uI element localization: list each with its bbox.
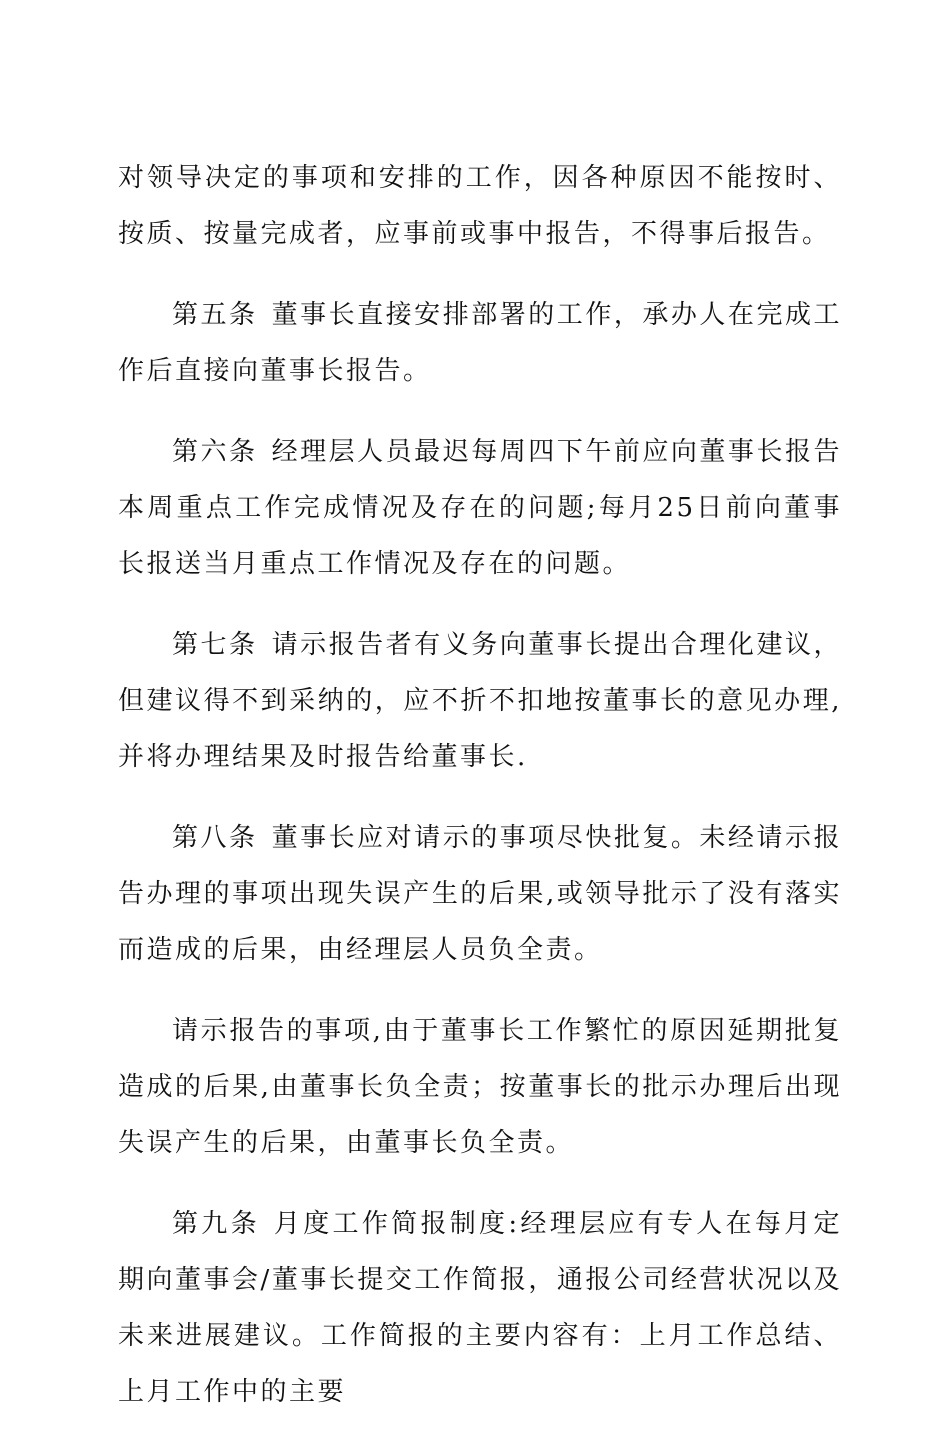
article-text: 请示报告者有义务向董事长提出合理化建议，但建议得不到采纳的，应不折不扣地按董事长的意见办理,并将办理结果及时报告给董事长.	[118, 630, 842, 772]
article-5	[118, 287, 842, 399]
paragraph-text: 对领导决定的事项和安排的工作，因各种原因不能按时、按质、按量完成者，应事前或事中报告，不得事后报告。	[118, 163, 842, 249]
article-label: 第六条	[172, 437, 258, 467]
document-page	[118, 150, 842, 1445]
paragraph-request-responsibility	[118, 1003, 842, 1171]
article-8	[118, 810, 842, 978]
article-text: 董事长应对请示的事项尽快批复。未经请示报告办理的事项出现失误产生的后果,或领导批示了没有落实而造成的后果，由经理层人员负全责。	[118, 823, 842, 965]
article-text: 董事长直接安排部署的工作，承办人在完成工作后直接向董事长报告。	[118, 300, 842, 386]
article-label: 第七条	[172, 630, 258, 660]
article-6	[118, 424, 842, 592]
article-label: 第九条	[172, 1209, 260, 1239]
article-label: 第八条	[172, 823, 258, 853]
paragraph-continuation	[118, 150, 842, 262]
article-7	[118, 617, 842, 785]
paragraph-text: 请示报告的事项,由于董事长工作繁忙的原因延期批复造成的后果,由董事长负全责；按董事长的批示办理后出现失误产生的后果，由董事长负全责。	[118, 1016, 842, 1158]
article-text: 经理层人员最迟每周四下午前应向董事长报告本周重点工作完成情况及存在的问题;每月25日前向董事长报送当月重点工作情况及存在的问题。	[118, 437, 842, 579]
article-text: 月度工作简报制度:经理层应有专人在每月定期向董事会/董事长提交工作简报，通报公司经营状况以及未来进展建议。工作简报的主要内容有：上月工作总结、上月工作中的主要	[118, 1209, 842, 1407]
article-label: 第五条	[172, 300, 258, 330]
article-9	[118, 1196, 842, 1420]
